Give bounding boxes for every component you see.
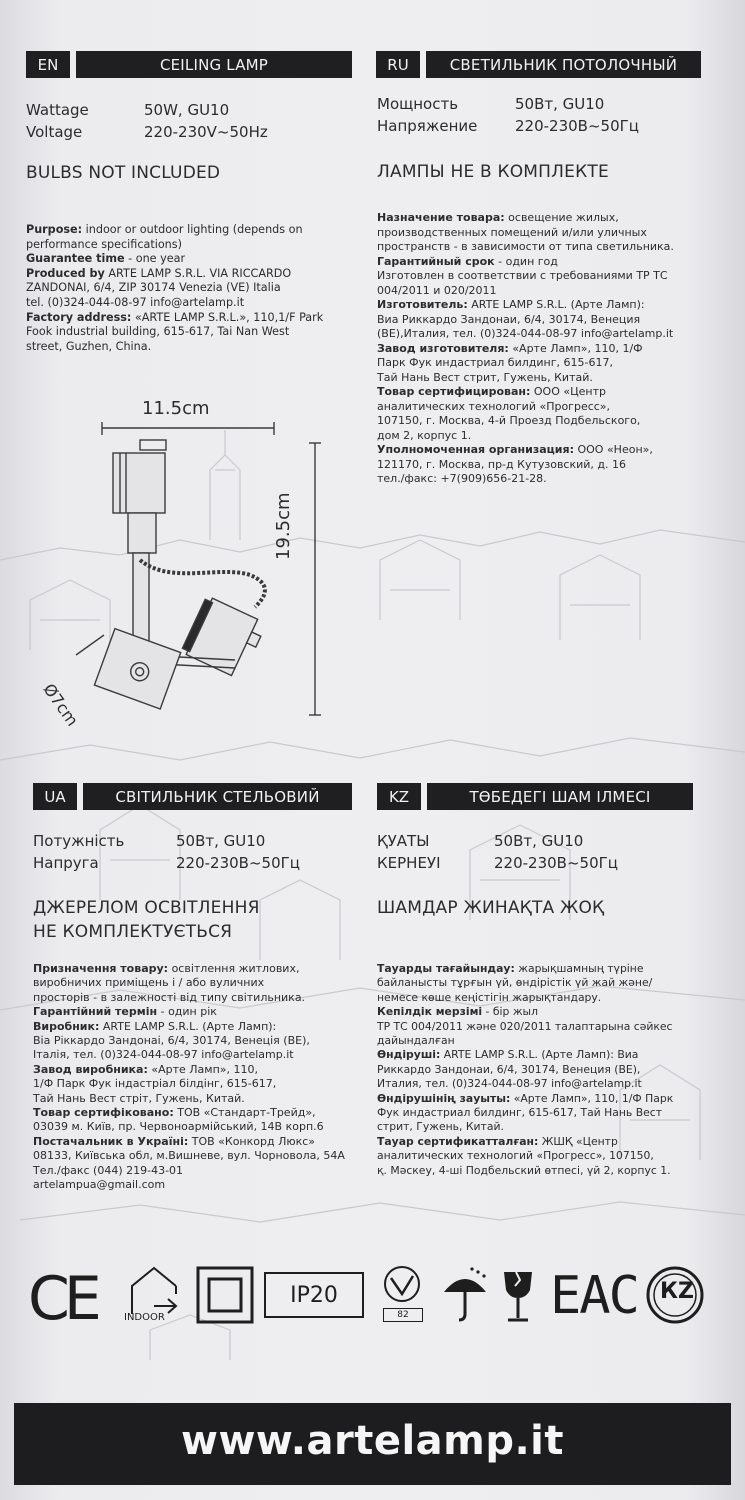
ru-body-line: Тай Нань Вест стрит, Гужень, Китай. [377,370,593,384]
class-ii-insulation-icon [195,1265,255,1327]
ru-body-line: Завод изготовителя: «Арте Ламп», 110, 1/Ф [377,341,643,355]
cert-number-box [383,1308,423,1322]
ce-mark-icon: CE [28,1264,96,1334]
en-spec-label: Voltage [26,123,83,141]
cert-number: 82 [397,1310,409,1320]
kz-title: ТӨБЕДЕГІ ШАМ ІЛМЕСІ [427,783,693,810]
en-body-line: Fook industrial building, 615-617, Tai Nan West [26,325,290,339]
width-dimension-label: 11.5cm [142,398,210,419]
en-body-line: Produced by ARTE LAMP S.R.L. VIA RICCARDO [26,266,292,280]
ip-rating-label: IP20 [290,1282,338,1308]
en-specs [26,99,346,145]
ua-body-line: Призначення товару: освітлення житлових, [33,962,300,975]
ua-spec-value: 50Вт, GU10 [176,832,266,850]
en-body-line: street, Guzhen, China. [26,339,152,353]
ip-rating-box [264,1272,364,1318]
kz-body-line: Италия, тел. (0)324-044-08-97 info@artelamp.it [377,1077,642,1091]
en-bulbs-note: BULBS NOT INCLUDED [26,163,221,183]
ru-spec-value: 220-230В~50Гц [515,117,639,135]
ru-body-line: тел./факс: +7(909)656-21-28. [377,472,547,485]
ru-body [377,211,674,487]
ru-body-line: Гарантийный срок - один год [377,254,558,268]
kz-body-line: Өндірушінің зауыты: «Арте Ламп», 110, 1/Ф Парк [377,1091,674,1105]
kz-bulbs-note: ШАМДАР ЖИНАҚТА ЖОҚ [377,898,605,918]
ru-body-line: Виа Риккардо Зандонаи, 6/4, 30174, Венеция [377,312,641,326]
kz-body-line: Тауар сертификатталған: ЖШҚ «Центр [377,1134,618,1148]
ua-bulbs-note-line: НЕ КОМПЛЕКТУЄТЬСЯ [33,922,233,942]
ua-body-line: 1/Ф Парк Фук індастріал білдінг, 615-617, [33,1077,277,1091]
ru-body-line: Товар сертифицирован: ООО «Центр [377,385,606,398]
ru-body-line: 004/2011 и 020/2011 [377,283,497,297]
keep-dry-umbrella-icon [440,1266,490,1326]
ru-section-header [376,51,701,78]
kz-lang-code: KZ [377,783,421,810]
ua-body-line: Віа Ріккардо Зандонаі, 6/4, 30174, Венеція (ВЕ), [33,1034,310,1048]
ua-body-line: Італія, тел. (0)324-044-08-97 info@artelamp.it [33,1048,294,1062]
kz-body-line: стрит, Гужень, Китай. [377,1120,504,1134]
ru-body-line: Уполномоченная организация: ООО «Неон», [377,443,653,456]
ua-body-line: 03039 м. Київ, пр. Червоноармійський, 14В корп.6 [33,1120,324,1134]
en-title: CEILING LAMP [76,51,352,78]
en-body-line: Guarantee time - one year [26,252,186,266]
en-spec-value: 220-230V~50Hz [144,123,268,141]
ua-specs [33,830,353,876]
kz-spec-label: ҚУАТЫ [377,832,430,850]
kz-spec-value: 220-230В~50Гц [494,854,618,872]
diameter-dimension-label: Ø7cm [39,680,83,730]
ua-body-line: Гарантійний термін - один рік [33,1005,217,1019]
certification-symbols [20,1260,725,1340]
ua-spec-label: Потужність [33,832,125,850]
kz-body-line: Өндіруші: ARTE LAMP S.R.L. (Арте Ламп): Виа [377,1048,639,1062]
kz-section-header [377,783,693,810]
kz-spec-value: 50Вт, GU10 [494,832,584,850]
lamp-drawing-svg [20,395,360,755]
ua-body-line: виробничих приміщень і / або вуличних [33,976,265,990]
ru-body-line: Парк Фук индастриал билдинг, 615-617, [377,356,613,369]
indoor-label: INDOOR [124,1312,165,1323]
fragile-glass-icon [498,1268,538,1326]
ru-body-line: дом 2, корпус 1. [377,428,472,442]
ru-body-line: Изготовлен в соответствии с требованиями ТР ТС [377,269,668,282]
ru-body-line: 107150, г. Москва, 4-й Проезд Подбельского, [377,414,641,427]
en-body-line: ZANDONAI, 6/4, ZIP 30174 Venezia (VE) Italia [26,281,281,295]
en-spec-label: Wattage [26,101,89,119]
kz-body-line: немесе көше кеңістігін жарықтандару. [377,990,602,1004]
en-section-header [26,51,352,78]
ru-specs [377,93,707,139]
kz-body-line: ТР ТС 004/2011 және 020/2011 талаптарына сәйкес [377,1019,673,1033]
quality-mark-icon [377,1264,427,1304]
ua-body-line: Тел./факс (044) 219-43-01 [33,1163,184,1177]
ua-spec-value: 220-230В~50Гц [176,854,300,872]
lamp-dimension-drawing [20,395,360,755]
kz-body-line: Фук индастриал билдинг, 615-617, Тай Нань Вест [377,1106,662,1120]
ua-spec-label: Напруга [33,854,99,872]
ru-title: СВЕТИЛЬНИК ПОТОЛОЧНЫЙ [426,51,701,78]
ua-body-line: Тай Нань Вест стріт, Гужень, Китай. [33,1091,245,1105]
ua-body [33,962,345,1193]
website-url[interactable]: www.artelamp.it [180,1418,564,1464]
en-body-line: tel. (0)324-044-08-97 info@artelamp.it [26,295,245,309]
ua-body-line: Постачальник в Україні: ТОВ «Конкорд Люкс» [33,1134,316,1148]
en-spec-value: 50W, GU10 [144,101,230,119]
en-body-line: Purpose: indoor or outdoor lighting (depends on [26,223,303,236]
kz-spec-label: КЕРНЕУІ [377,854,441,872]
ua-bulbs-note [33,896,260,944]
en-body-line: Factory address: «ARTE LAMP S.R.L.», 110,1/F Park [26,310,324,324]
kz-body-line: байланысты тұрғын үй, өндірістік үй жай және/ [377,976,653,990]
ru-body-line: производственных помещений и/или уличных [377,225,647,239]
ua-section-header [33,783,352,810]
ua-body-line: Товар сертифіковано: ТОВ «Стандарт-Трейд», [33,1106,316,1120]
ru-body-line: аналитических технологий «Прогресс», [377,399,611,413]
eac-mark-icon: EAC [550,1266,638,1326]
ru-body-line: (ВЕ),Италия, тел. (0)324-044-08-97 info@artelamp.it [377,327,674,340]
height-dimension-label: 19.5cm [273,492,294,560]
ru-bulbs-note: ЛАМПЫ НЕ В КОМПЛЕКТЕ [377,162,609,182]
kz-specs [377,830,707,876]
kz-body-line: дайындалған [377,1034,455,1048]
ru-body-line: 121170, г. Москва, пр-д Кутузовский, д. 16 [377,457,627,471]
ru-lang-code: RU [376,51,420,78]
ru-spec-label: Напряжение [377,117,478,135]
ua-body-line: просторів - в залежності від типу світильника. [33,990,306,1004]
ua-body-line: artelampua@gmail.com [33,1178,166,1192]
ua-body-line: Виробник: ARTE LAMP S.R.L. (Арте Ламп): [33,1019,277,1033]
kz-body-line: қ. Мәскеу, 4-ші Подбельский өтпесі, үй 2, корпус 1. [377,1163,671,1177]
ua-title: СВІТИЛЬНИК СТЕЛЬОВИЙ [83,783,352,810]
en-lang-code: EN [26,51,70,78]
footer-bar [14,1403,731,1485]
kz-body-line: Тауарды тағайындау: жарықшамның түріне [377,962,644,975]
kz-mark-letters: КZ [660,1279,694,1304]
kz-body-line: аналитических технологий «Прогресс», 107150, [377,1149,654,1163]
kz-body-line: Кепілдік мерзімі - бір жыл [377,1005,538,1019]
ua-body-line: Завод виробника: «Арте Ламп», 110, [33,1062,258,1076]
kz-body [377,962,673,1178]
ua-lang-code: UA [33,783,77,810]
ua-body-line: 08133, Київська обл, м.Вишневе, вул. Чорновола, 54А [33,1149,345,1163]
en-body [26,223,323,354]
ru-body-line: пространств - в зависимости от типа светильника. [377,240,674,253]
ru-spec-label: Мощность [377,95,459,113]
ru-body-line: Изготовитель: ARTE LAMP S.R.L. (Арте Ламп): [377,298,645,311]
kz-body-line: Риккардо Зандонаи, 6/4, 30174, Венеция (ВЕ), [377,1062,641,1076]
en-body-line: performance specifications) [26,237,182,251]
ru-spec-value: 50Вт, GU10 [515,95,605,113]
ru-body-line: Назначение товара: освещение жилых, [377,211,619,224]
ua-bulbs-note-line: ДЖЕРЕЛОМ ОСВІТЛЕННЯ [33,898,260,918]
